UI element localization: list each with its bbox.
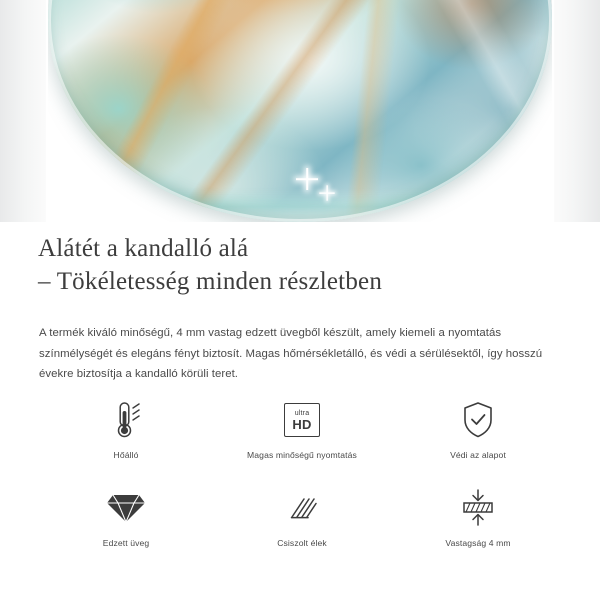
feature-grid [38,398,566,548]
feature-item-thickness [390,486,566,548]
feature-label: Edzett üveg [102,538,150,548]
feature-label: Vastagság 4 mm [445,538,511,548]
feature-label: Csiszolt élek [277,538,327,548]
headline-line-2: – Tökéletesség minden részletben [38,268,383,295]
ultra-text: ultra [294,409,310,417]
diamond-icon [104,486,148,530]
feature-item-surface-protection [390,398,566,460]
round-glass-mat-wrapper [48,0,552,222]
hero-product-image [0,0,600,222]
feature-label: Magas minőségű nyomtatás [247,450,357,460]
feature-label: Védi az alapot [450,450,506,460]
polished-edges-icon [282,486,322,530]
hd-text: HD [292,416,312,432]
feature-item-tempered-glass [38,486,214,548]
ultra-hd-icon [284,398,320,442]
feature-label: Hőálló [113,450,139,460]
hero-right-gradient [554,0,600,222]
feature-item-print-quality [214,398,390,460]
feature-item-heat-resistant [38,398,214,460]
feature-item-polished-edges [214,486,390,548]
product-description-text: A termék kiváló minőségű, 4 mm vastag edzett üvegből készült, amely kiemeli a nyomtatás színmélységét és elegáns fényt biztosít. Magas hőmérsékletálló, és védi a sérülésektől, így hosszú évekre biztosítja a kandalló körüli teret. [39,327,543,381]
hero-left-gradient [0,0,46,222]
thickness-icon [457,486,499,530]
thermometer-icon [106,398,146,442]
headline-line-1: Alátét a kandalló alá [38,235,249,262]
round-glass-mat [48,0,552,222]
page-title [38,232,578,298]
shield-check-icon [459,398,497,442]
